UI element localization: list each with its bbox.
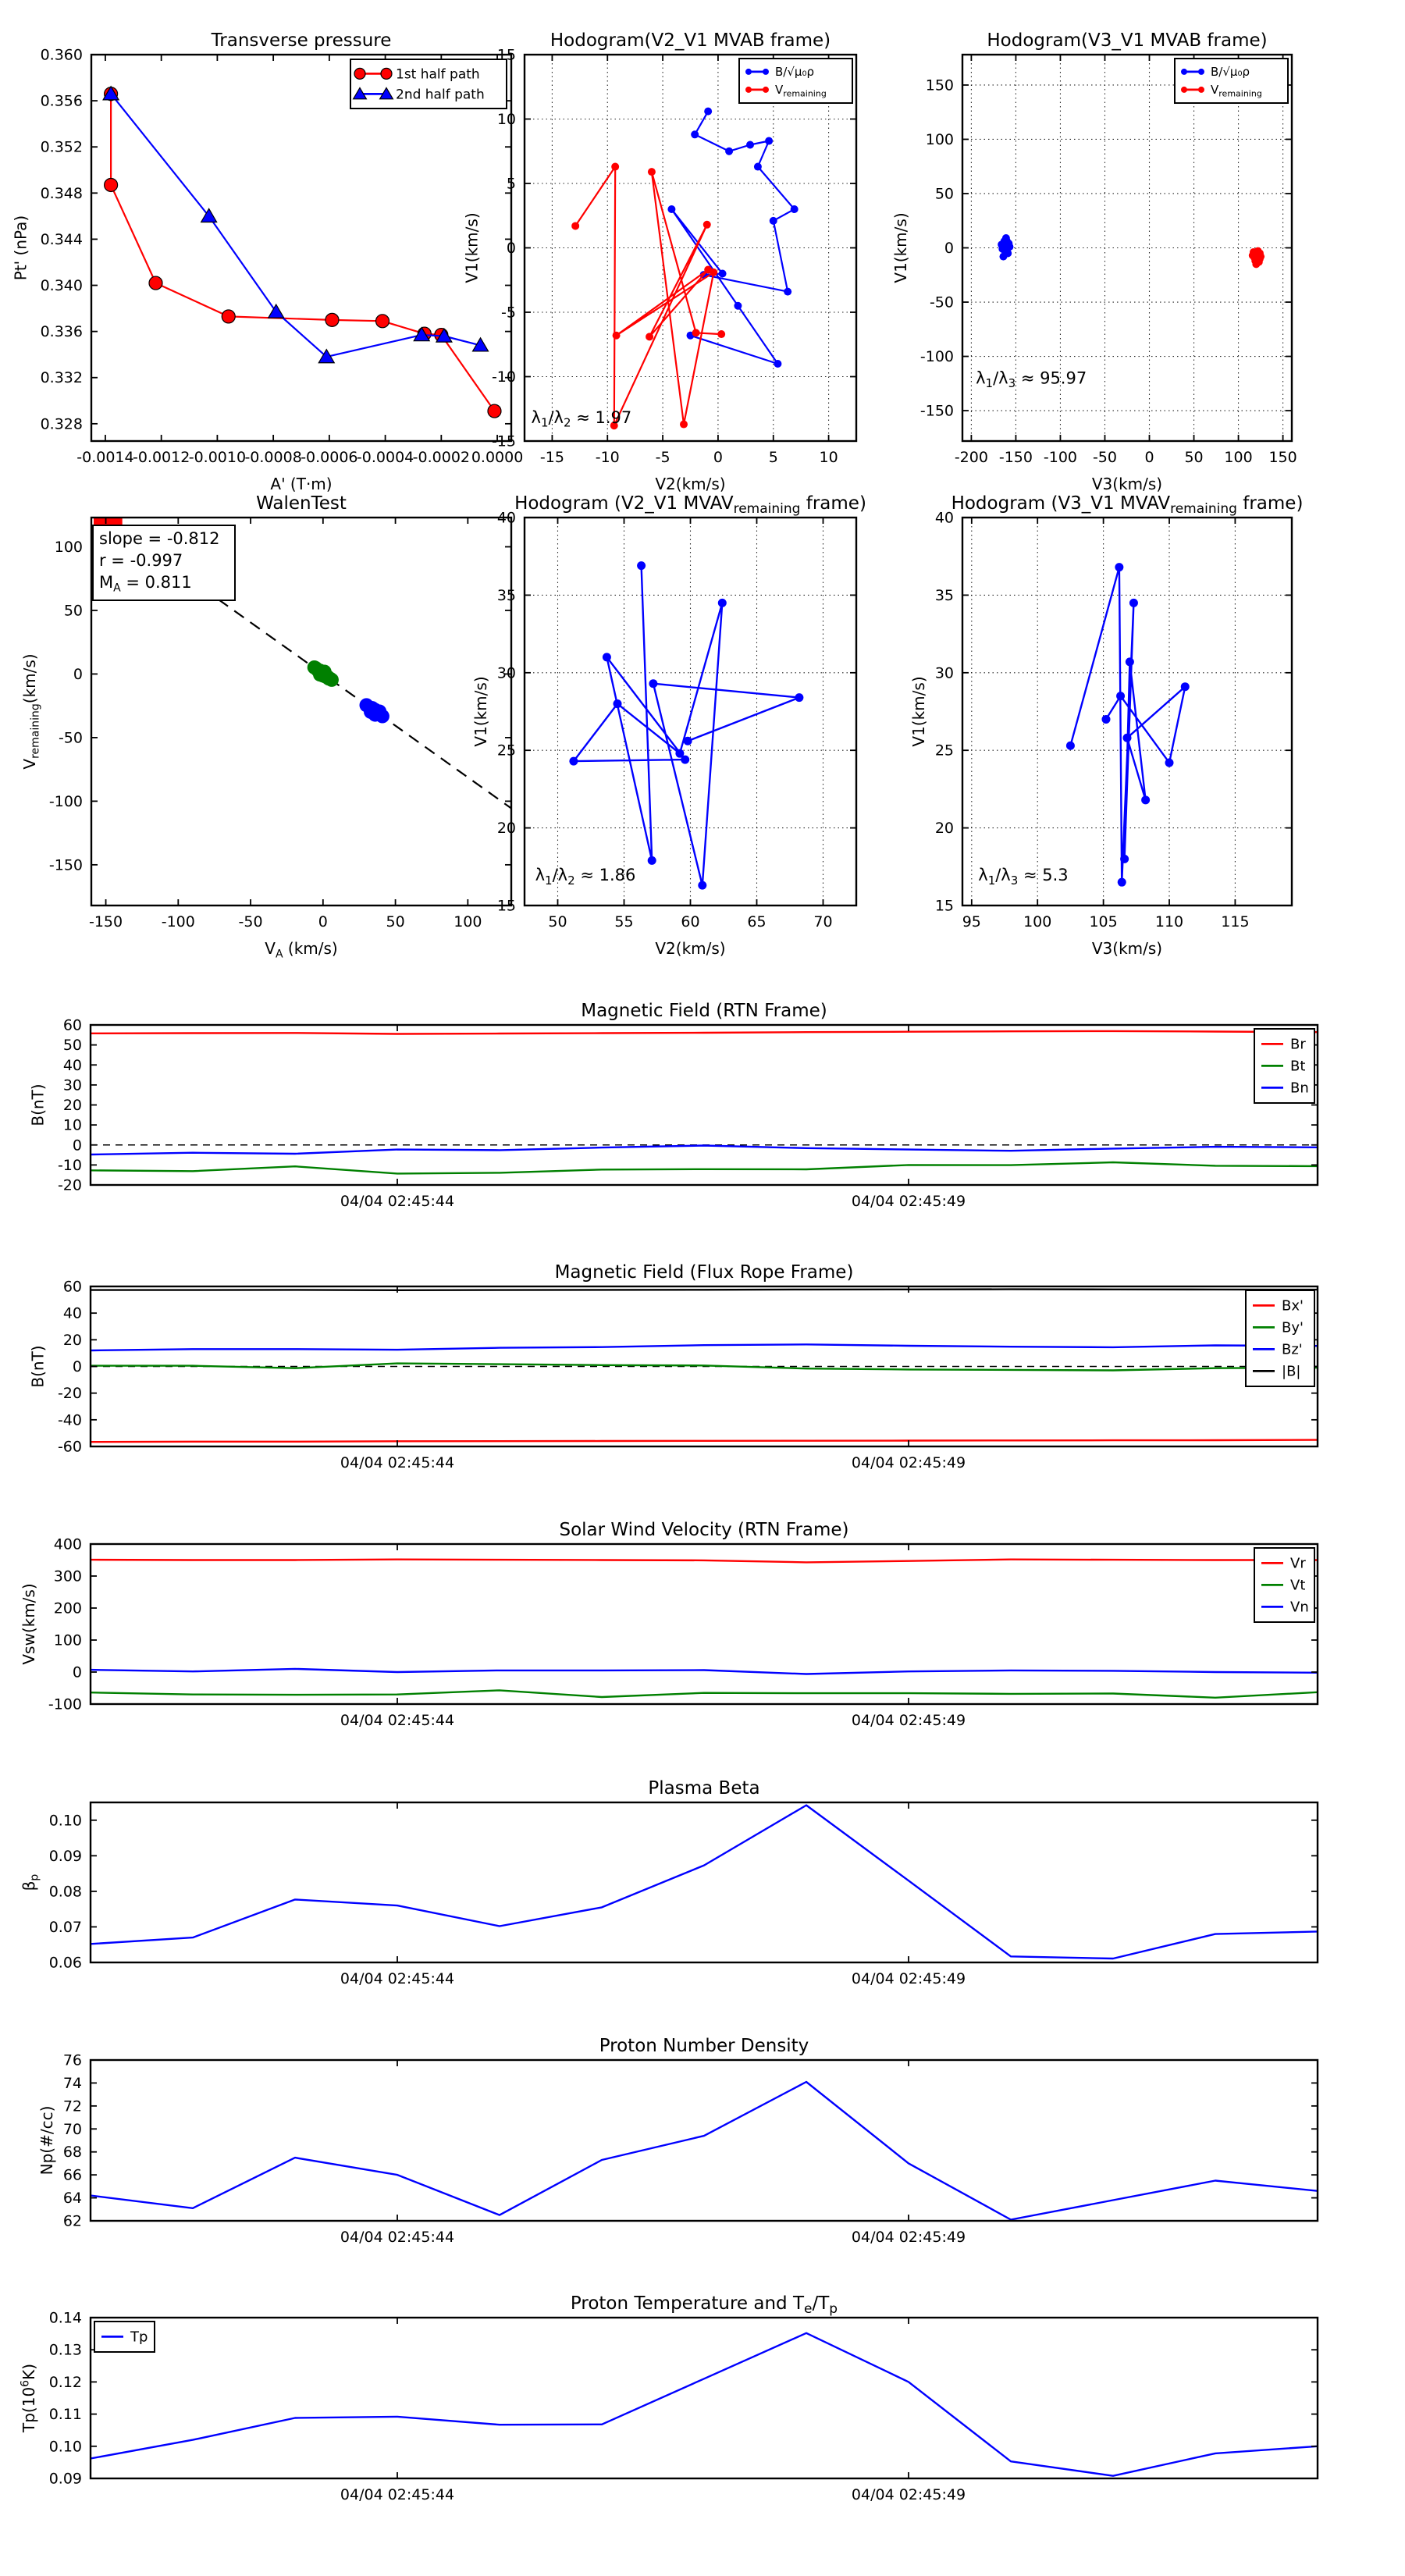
- y-tick-label: 0.328: [40, 415, 83, 433]
- axes-frame: [525, 55, 856, 441]
- y-axis-label: Np(#/cc): [37, 2105, 56, 2176]
- y-tick-label: 20: [496, 820, 516, 838]
- chart-plasma-beta: [20, 1778, 1318, 1987]
- y-tick-label: 25: [934, 742, 954, 760]
- y-tick-label: 5: [506, 175, 516, 193]
- series-line: [91, 1669, 1318, 1674]
- y-axis-label: $\beta_p$: [20, 1873, 41, 1891]
- x-tick-label: 105: [1089, 913, 1118, 930]
- y-tick-label: 0: [72, 1137, 82, 1155]
- x-tick-label: 0: [1144, 449, 1154, 466]
- annotation-text: $\lambda_1/\lambda_2 \approx 1.86$: [535, 866, 636, 888]
- annotation-line: slope = -0.812: [99, 529, 220, 548]
- series-line: [91, 1690, 1318, 1697]
- legend-label: Vr: [1290, 1555, 1306, 1572]
- y-tick-label: 30: [62, 1076, 82, 1094]
- series-line: [91, 2082, 1318, 2220]
- x-tick-label: 110: [1154, 913, 1184, 930]
- y-tick-label: 72: [62, 2097, 82, 2115]
- series-line: [91, 2333, 1318, 2476]
- x-tick-label: -150: [88, 913, 123, 930]
- chart-title: Transverse pressure: [211, 30, 392, 51]
- x-tick-label: 04/04 02:45:44: [340, 1970, 455, 1987]
- y-tick-label: 400: [53, 1535, 82, 1553]
- chart-title: Solar Wind Velocity (RTN Frame): [559, 1520, 849, 1540]
- y-tick-label: -10: [491, 368, 516, 386]
- legend-label: 1st half path: [396, 66, 480, 83]
- x-tick-label: -50: [238, 913, 263, 930]
- chart-transverse-pressure: [12, 30, 524, 493]
- y-tick-label: -100: [48, 1695, 82, 1713]
- y-axis-label: V1(km/s): [462, 212, 482, 283]
- x-tick-label: 04/04 02:45:49: [851, 1970, 966, 1987]
- x-tick-label: 50: [1184, 449, 1204, 466]
- legend-label: |B|: [1282, 1363, 1301, 1380]
- y-tick-label: 0.10: [48, 1812, 82, 1830]
- x-axis-label: V2(km/s): [655, 939, 726, 958]
- y-tick-label: 35: [496, 586, 516, 604]
- series-line: [91, 1560, 1318, 1563]
- y-tick-label: -50: [58, 729, 83, 747]
- annotation-text: $\lambda_1/\lambda_3 \approx 95.97$: [976, 368, 1087, 390]
- y-tick-label: -50: [929, 294, 954, 311]
- y-tick-label: 60: [62, 1278, 82, 1296]
- y-tick-label: 20: [934, 820, 954, 838]
- y-axis-label: V1(km/s): [471, 676, 490, 747]
- chart-hodogram-v2v1-mvab: [463, 30, 857, 493]
- series-line: [1070, 568, 1185, 883]
- y-tick-label: 25: [496, 742, 516, 760]
- axes-frame: [91, 1544, 1318, 1704]
- x-tick-label: 04/04 02:45:49: [851, 2486, 966, 2503]
- chart-title: Magnetic Field (RTN Frame): [581, 1001, 827, 1021]
- y-tick-label: 0: [73, 665, 83, 683]
- legend-label: $V_{remaining}$: [1211, 83, 1262, 99]
- annotation-line: r = -0.997: [99, 551, 183, 570]
- x-tick-label: -0.0002: [412, 449, 471, 466]
- chart-title: Magnetic Field (Flux Rope Frame): [554, 1262, 854, 1283]
- legend-label: B/√μ₀ρ: [1211, 65, 1250, 80]
- axes-frame: [91, 1802, 1318, 1962]
- legend-label: Vn: [1290, 1599, 1309, 1616]
- x-axis-label: V3(km/s): [1091, 475, 1163, 493]
- y-tick-label: 15: [496, 897, 516, 915]
- annotation-text: $\lambda_1/\lambda_3 \approx 5.3$: [978, 866, 1069, 888]
- chart-title: Hodogram(V2_V1 MVAB frame): [550, 30, 831, 51]
- axes-frame: [91, 1025, 1318, 1185]
- x-tick-label: 115: [1221, 913, 1250, 930]
- series-line: [574, 566, 799, 886]
- y-tick-label: 35: [934, 586, 954, 604]
- x-tick-label: 55: [614, 913, 634, 930]
- y-axis-label: B(nT): [28, 1083, 48, 1126]
- legend-label: 2nd half path: [396, 87, 485, 103]
- chart-proton-number-density: [37, 2036, 1318, 2246]
- legend-label: By': [1282, 1319, 1304, 1336]
- y-tick-label: 50: [62, 1037, 82, 1055]
- y-tick-label: 70: [62, 2120, 82, 2138]
- y-tick-label: 200: [53, 1599, 82, 1617]
- y-tick-label: -150: [919, 402, 954, 420]
- legend-label: Br: [1290, 1036, 1306, 1053]
- x-tick-label: 0: [318, 913, 328, 930]
- chart-solar-wind-velocity: [20, 1520, 1318, 1729]
- chart-magnetic-field-rtn: [29, 1001, 1318, 1210]
- y-tick-label: 100: [925, 130, 954, 148]
- chart-title: Proton Number Density: [599, 2036, 809, 2056]
- y-tick-label: 66: [62, 2166, 82, 2184]
- y-tick-label: 0.13: [48, 2341, 82, 2359]
- y-tick-label: -60: [57, 1438, 82, 1456]
- chart-title: Hodogram (V3_V1 $MVAV_{remaining}$ frame): [951, 493, 1304, 518]
- x-tick-label: -0.0012: [132, 449, 190, 466]
- axes-frame: [91, 2318, 1318, 2478]
- x-tick-label: -0.0006: [301, 449, 358, 466]
- y-axis-label: V1(km/s): [909, 676, 928, 747]
- chart-hodogram-v2v1-mvav: [471, 493, 866, 958]
- y-tick-label: 0.340: [40, 277, 83, 295]
- legend-label: B/√μ₀ρ: [775, 65, 814, 80]
- legend-label: Bt: [1290, 1058, 1306, 1075]
- legend-label: Bz': [1282, 1341, 1303, 1358]
- x-tick-label: 04/04 02:45:44: [340, 2229, 455, 2246]
- x-tick-label: 04/04 02:45:49: [851, 1712, 966, 1729]
- y-axis-label: V1(km/s): [891, 212, 910, 283]
- x-tick-label: 70: [813, 913, 833, 930]
- y-tick-label: 30: [934, 664, 954, 682]
- x-tick-label: 0: [713, 449, 723, 466]
- series-line: [91, 1146, 1318, 1155]
- y-tick-label: -40: [57, 1411, 82, 1429]
- x-tick-label: 10: [819, 449, 838, 466]
- y-tick-label: 100: [54, 538, 83, 556]
- y-tick-label: 40: [934, 509, 954, 527]
- series-line: [575, 167, 721, 426]
- x-tick-label: -0.0010: [188, 449, 247, 466]
- y-tick-label: -100: [48, 792, 83, 810]
- series-line: [111, 94, 494, 411]
- series-line: [91, 1440, 1318, 1443]
- x-tick-label: 0.0000: [471, 449, 524, 466]
- x-tick-label: 5: [768, 449, 778, 466]
- y-tick-label: 0.348: [40, 184, 83, 202]
- x-tick-label: 04/04 02:45:44: [340, 2486, 455, 2503]
- y-tick-label: 30: [496, 664, 516, 682]
- x-tick-label: -150: [998, 449, 1033, 466]
- x-tick-label: 04/04 02:45:49: [851, 1454, 966, 1471]
- chart-hodogram-v3v1-mvav: [909, 493, 1303, 958]
- y-tick-label: 50: [934, 185, 954, 203]
- x-axis-label: $V_A$ (km/s): [265, 939, 338, 961]
- y-tick-label: 40: [62, 1304, 82, 1322]
- y-tick-label: 0.352: [40, 138, 83, 156]
- y-tick-label: -10: [57, 1156, 82, 1174]
- y-tick-label: 0.14: [48, 2309, 82, 2327]
- chart-proton-temperature: [19, 2293, 1318, 2503]
- x-tick-label: 100: [1023, 913, 1052, 930]
- legend-label: Vt: [1290, 1577, 1306, 1594]
- annotation-line: $M_A = 0.811$: [99, 573, 192, 595]
- y-tick-label: 20: [62, 1331, 82, 1349]
- y-tick-label: 10: [62, 1116, 82, 1134]
- x-tick-label: 04/04 02:45:49: [851, 2229, 966, 2246]
- y-tick-label: 300: [53, 1567, 82, 1585]
- y-tick-label: 68: [62, 2144, 82, 2161]
- legend-label: Bn: [1290, 1080, 1309, 1097]
- chart-title: Hodogram (V2_V1 $MVAV_{remaining}$ frame): [514, 493, 866, 518]
- y-tick-label: 0.11: [48, 2406, 82, 2424]
- y-tick-label: 50: [63, 602, 83, 620]
- legend-label: Bx': [1282, 1297, 1304, 1315]
- y-tick-label: 64: [62, 2190, 82, 2208]
- x-tick-label: -100: [1043, 449, 1078, 466]
- y-tick-label: 0.332: [40, 369, 83, 387]
- y-tick-label: 40: [62, 1056, 82, 1074]
- series-line: [91, 1031, 1318, 1034]
- y-tick-label: 0.344: [40, 230, 83, 248]
- y-tick-label: 60: [62, 1016, 82, 1034]
- y-tick-label: 76: [62, 2051, 82, 2069]
- x-tick-label: -0.0004: [356, 449, 414, 466]
- y-tick-label: 0.336: [40, 323, 83, 341]
- chart-walen-test: [20, 493, 511, 960]
- x-tick-label: 04/04 02:45:44: [340, 1193, 455, 1210]
- y-tick-label: -15: [491, 432, 516, 450]
- x-tick-label: -0.0014: [76, 449, 134, 466]
- x-tick-label: -15: [539, 449, 564, 466]
- series-line: [111, 94, 480, 357]
- x-tick-label: 95: [962, 913, 981, 930]
- series-line: [91, 1806, 1318, 1959]
- x-tick-label: 60: [681, 913, 700, 930]
- y-tick-label: 0.356: [40, 92, 83, 110]
- y-tick-label: 0.10: [48, 2438, 82, 2456]
- x-tick-label: -200: [954, 449, 988, 466]
- x-tick-label: 04/04 02:45:44: [340, 1454, 455, 1471]
- y-tick-label: 150: [925, 76, 954, 94]
- series-line: [91, 1162, 1318, 1173]
- y-tick-label: 15: [496, 46, 516, 64]
- y-tick-label: 0: [72, 1358, 82, 1375]
- y-tick-label: -5: [501, 304, 516, 322]
- chart-title: Proton Temperature and $T_e/T_p$: [570, 2293, 838, 2318]
- y-tick-label: -20: [57, 1385, 82, 1403]
- chart-title: Hodogram(V3_V1 MVAB frame): [987, 30, 1268, 51]
- y-tick-label: 0: [72, 1663, 82, 1681]
- y-axis-label: $Tp(10^6K)$: [19, 2363, 38, 2433]
- y-axis-label: Pt' (nPa): [11, 215, 30, 281]
- y-axis-label: Vsw(km/s): [20, 1583, 38, 1665]
- x-tick-label: 50: [386, 913, 405, 930]
- axes-frame: [962, 518, 1292, 906]
- axes-frame: [91, 55, 511, 441]
- series-line: [91, 1344, 1318, 1350]
- y-axis-label: $V_{remaining}(km/s)$: [20, 653, 42, 770]
- y-tick-label: -20: [57, 1176, 82, 1194]
- x-tick-label: 100: [1224, 449, 1253, 466]
- y-tick-label: 74: [62, 2074, 82, 2092]
- x-tick-label: 04/04 02:45:44: [340, 1712, 455, 1729]
- y-tick-label: 0.09: [48, 2470, 82, 2488]
- y-tick-label: -100: [919, 348, 954, 366]
- y-tick-label: 15: [934, 897, 954, 915]
- x-tick-label: -0.0008: [244, 449, 302, 466]
- y-axis-label: B(nT): [28, 1345, 48, 1388]
- y-tick-label: 0: [944, 240, 954, 257]
- x-tick-label: -100: [161, 913, 195, 930]
- y-tick-label: 62: [62, 2212, 82, 2230]
- y-tick-label: -150: [48, 856, 83, 874]
- x-axis-label: A' (T·m): [270, 475, 333, 493]
- y-tick-label: 20: [62, 1097, 82, 1114]
- y-tick-label: 0.06: [48, 1954, 82, 1972]
- y-tick-label: 0.09: [48, 1847, 82, 1865]
- x-axis-label: V2(km/s): [655, 475, 726, 493]
- x-tick-label: 100: [454, 913, 482, 930]
- y-tick-label: 0: [506, 240, 516, 257]
- x-tick-label: 50: [548, 913, 567, 930]
- y-tick-label: 40: [496, 509, 516, 527]
- y-tick-label: 0.360: [40, 46, 83, 64]
- y-tick-label: 0.12: [48, 2373, 82, 2391]
- y-tick-label: 0.07: [48, 1918, 82, 1936]
- series-line: [671, 112, 794, 364]
- y-tick-label: 10: [496, 111, 516, 128]
- chart-magnetic-field-fluxrope: [29, 1262, 1318, 1471]
- chart-title: WalenTest: [256, 493, 347, 514]
- legend-label: Tp: [130, 2329, 148, 2346]
- x-tick-label: 150: [1268, 449, 1297, 466]
- x-tick-label: -5: [655, 449, 670, 466]
- x-tick-label: -10: [595, 449, 620, 466]
- x-tick-label: -50: [1092, 449, 1118, 466]
- x-tick-label: 65: [747, 913, 767, 930]
- annotation-text: $\lambda_1/\lambda_2 \approx 1.97$: [531, 407, 632, 430]
- x-axis-label: V3(km/s): [1091, 939, 1163, 958]
- legend-label: $V_{remaining}$: [775, 83, 827, 99]
- y-tick-label: 100: [53, 1631, 82, 1649]
- chart-hodogram-v3v1-mvab: [891, 30, 1297, 493]
- x-tick-label: 04/04 02:45:49: [851, 1193, 966, 1210]
- y-tick-label: 0.08: [48, 1883, 82, 1901]
- chart-title: Plasma Beta: [648, 1778, 760, 1799]
